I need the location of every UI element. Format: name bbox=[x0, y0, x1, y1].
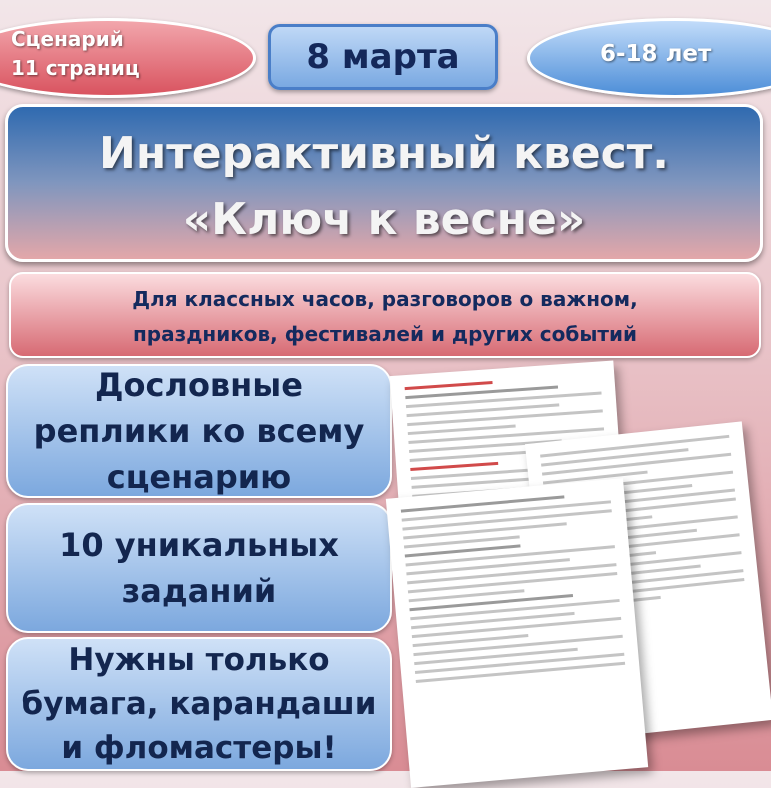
pages-count-badge bbox=[0, 18, 256, 98]
feature-materials bbox=[6, 637, 392, 771]
feature-text: Дословные реплики ко всему сценарию bbox=[33, 366, 365, 496]
feature-text: 10 уникальных заданий bbox=[59, 526, 339, 610]
document-preview-page bbox=[386, 478, 648, 788]
subtitle-banner bbox=[9, 272, 761, 358]
feature-unique-tasks bbox=[6, 503, 392, 633]
subtitle-text: Для классных часов, разговоров о важном, праздников, фестивалей и других событий bbox=[132, 287, 638, 346]
date-badge bbox=[268, 24, 498, 90]
title-text: Интерактивный квест. «Ключ к весне» bbox=[99, 128, 669, 245]
feature-text: Нужны только бумага, карандаши и фломастеры! bbox=[21, 642, 377, 766]
age-label: 6-18 лет bbox=[600, 41, 712, 67]
feature-verbatim-lines bbox=[6, 364, 392, 498]
age-badge bbox=[527, 18, 771, 98]
title-banner bbox=[5, 104, 763, 262]
date-label: 8 марта bbox=[306, 37, 460, 77]
pages-count-label: Сценарий 11 страниц bbox=[11, 27, 140, 80]
